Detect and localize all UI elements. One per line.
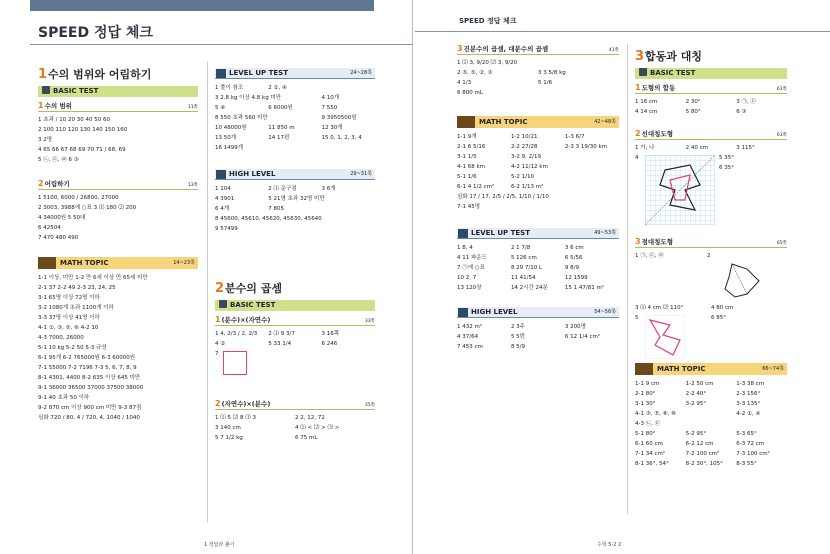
answer-item: 3-1 1/5 — [457, 154, 477, 160]
math-topic-logo — [457, 116, 475, 128]
answer-item: 13 120장 — [457, 285, 482, 291]
answer-item: 2-2 40° — [685, 391, 707, 397]
answer-item: 6-1 60 cm — [635, 441, 663, 447]
answer-item: 3 115° — [736, 145, 755, 151]
answer-item: 1 4, 2/3 / 2, 2/3 — [215, 331, 258, 337]
math-topic-answers — [38, 273, 198, 423]
answer-item: 2-2 27/28 — [510, 144, 538, 150]
answer-item: 1-2 50 cm — [685, 381, 714, 387]
right-page — [415, 0, 830, 554]
answer-item: 3 3 5/8 kg — [538, 70, 566, 76]
answer-item: 6 35° — [719, 165, 734, 171]
subsection-1: 1수의 범위 11쪽 — [38, 101, 198, 110]
answer-item: 12 30개 — [321, 125, 343, 131]
answer-item: 3 6개 — [321, 186, 336, 192]
answer-line: 3-1 65명 이상 72명 이하 — [38, 295, 100, 301]
answer-item: 7 550 — [321, 105, 338, 111]
s1-answers — [38, 115, 198, 165]
answer-line: 4 34000원 5 50대 — [38, 215, 86, 221]
answer-item: 5 126 cm — [510, 255, 537, 261]
hl2-answers — [457, 322, 619, 352]
answer-line: 4-3 7000, 26000 — [38, 335, 84, 341]
b2s1-answers — [215, 329, 375, 383]
high-level-icon — [458, 308, 468, 317]
answer-item: 3 16쪽 — [321, 331, 340, 337]
subsection-3-3: 3점대칭도형 65쪽 — [635, 237, 787, 246]
answer-item: 4 ⑴ < ⑵ > ⑶ > — [295, 425, 340, 431]
subsection-2-2: 2(자연수)×(분수) 35쪽 — [215, 399, 375, 408]
level-up-answers — [215, 83, 375, 153]
answer-item: 7-1 34 cm² — [635, 451, 666, 457]
answer-item: 9 3950500원 — [321, 115, 357, 121]
answer-item: 3 6 cm — [564, 245, 584, 251]
mt2-answers — [457, 132, 619, 212]
answer-item: 7-1 45명 — [457, 204, 481, 210]
answer-item: 3 ⑴ 4 cm ⑵ 110° — [635, 305, 684, 311]
answer-line: 심화 720 / 80, 4 / 720, 4, 1040 / 1040 — [38, 415, 140, 421]
answer-item: 4-1 68 km — [457, 164, 486, 170]
answer-item: 7 ㉠에 ○표 — [457, 265, 485, 271]
high-level-bar-2: HIGH LEVEL 54~56쪽 — [457, 307, 619, 318]
answer-line: 1-1 이상, 미만 1-2 만 6세 이상 만 65세 미만 — [38, 275, 148, 281]
chapter-2-heading: 2분수의 곱셈 — [215, 281, 283, 296]
answer-item: 6 12 1/4 cm² — [564, 334, 601, 340]
basic-test-bar-3: BASIC TEST — [635, 68, 787, 79]
answer-item: 2 3주 — [510, 324, 525, 330]
s2-answers — [38, 193, 198, 243]
answer-item: 2 ②, ④ — [268, 85, 287, 91]
answer-line: 4 65 66 67 68 69 70 71 / 68, 69 — [38, 147, 126, 153]
answer-line: 5 ㉡, ㉢, ㉥ 6 ③ — [38, 157, 79, 163]
math-topic-bar: MATH TOPIC 14~23쪽 — [38, 257, 198, 269]
title-rule — [415, 31, 830, 32]
answer-item: 8 5/9 — [510, 344, 526, 350]
answer-item: 14 17편 — [268, 135, 290, 141]
answer-item: 11 850 m — [268, 125, 295, 131]
answer-item: 8-3 55° — [736, 461, 757, 467]
answer-item: 7-2 100 cm² — [685, 451, 720, 457]
answer-item: 1 가, 나 — [635, 145, 655, 151]
basic-test-icon — [639, 68, 647, 76]
answer-item: 10 2, 7 — [457, 275, 477, 281]
answer-line: 5-1 10 kg 5-2 50 5-3 규성 — [38, 345, 107, 351]
answer-item: 3 200명 — [564, 324, 586, 330]
level-up-icon — [458, 229, 468, 238]
answer-item: 6 5/56 — [564, 255, 583, 261]
b3s2-answers — [635, 143, 787, 233]
basic-test-bar: BASIC TEST — [38, 86, 198, 97]
answer-line: 2-1 37 2-2 49 2-3 23, 24, 25 — [38, 285, 116, 291]
answer-item: 4 1/3 — [457, 80, 472, 86]
answer-item: 8-1 36°, 54° — [635, 461, 669, 467]
b3s3-answers — [635, 251, 787, 361]
basic-test-bar-2: BASIC TEST — [215, 300, 375, 311]
answer-item: 4 ② — [215, 341, 226, 347]
answer-item: 5 35° — [719, 155, 734, 161]
point-symmetry-figure — [717, 259, 767, 301]
answer-line: 2 100 110 120 130 140 150 160 — [38, 127, 128, 133]
chapter-3-heading: 3합동과 대칭 — [635, 49, 703, 64]
answer-item: 4-2 11/12 km — [510, 164, 548, 170]
answer-line: 3 2명 — [38, 137, 53, 143]
mt3-answers — [635, 379, 787, 469]
answer-line: 3-3 37명 이상 41명 이하 — [38, 315, 100, 321]
answer-item: 2 ⑴ 운구점 — [268, 186, 297, 192]
basic-test-icon — [42, 86, 50, 94]
answer-item: 15 0, 1, 2, 3, 4 — [321, 135, 362, 141]
answer-item: 5 80° — [685, 109, 701, 115]
answer-item: 4-2 ①, ④ — [736, 411, 761, 417]
page-title: SPEED 정답 체크 — [38, 25, 153, 41]
answer-item: 5-2 1/10 — [510, 174, 535, 180]
answer-item: 2-1 6 5/16 — [457, 144, 486, 150]
answer-item: 6-2 1/13 m² — [510, 184, 544, 190]
answer-item: 1 ㉠, ㉢, ㉣ — [635, 253, 664, 259]
point-symmetry-grid-figure — [645, 315, 685, 359]
chapter-1-heading: 1수의 범위와 어림하기 — [38, 67, 152, 82]
answer-item: 4 80 cm — [711, 305, 734, 311]
math-topic-logo — [635, 363, 653, 375]
answer-item: 1 16 cm — [635, 99, 658, 105]
level-up-bar-2: LEVEL UP TEST 49~53쪽 — [457, 228, 619, 239]
answer-item: 1-1 9 cm — [635, 381, 660, 387]
answer-line: 7-1 55000 7-2 7196 7-3 5, 6, 7, 8, 9 — [38, 365, 137, 371]
subsection-2: 2어림하기 13쪽 — [38, 179, 198, 188]
answer-item: 6 6000원 — [268, 105, 293, 111]
subsection-3-2: 2선대칭도형 63쪽 — [635, 129, 787, 138]
page-title: SPEED 정답 체크 — [459, 17, 517, 25]
answer-item: 3 ㉠, ㉢ — [736, 99, 756, 105]
answer-item: 1-3 6/7 — [564, 134, 585, 140]
answer-item: 2-3 156° — [736, 391, 761, 397]
level-up-icon — [216, 69, 226, 78]
level-up-bar: LEVEL UP TEST 24~28쪽 — [215, 68, 375, 79]
s3-answers — [457, 58, 619, 98]
answer-line: 7 470 480 490 — [38, 235, 79, 241]
answer-item: 2 ⑤, ⑤, ②, ③ — [457, 70, 493, 76]
answer-item: 3-3 135° — [736, 401, 761, 407]
answer-item: 5 33 1/4 — [268, 341, 292, 347]
answer-item: 5-1 80° — [635, 431, 656, 437]
answer-item: 3 2.8 kg 이상 4.8 kg 미만 — [215, 95, 282, 101]
high-level-answers — [215, 184, 375, 234]
column-c — [457, 40, 619, 352]
basic-test-icon — [219, 300, 227, 308]
answer-item: 8 550 초과 560 미만 — [215, 115, 268, 121]
answer-item: 6 85° — [711, 315, 726, 321]
answer-item: 14 2시간 24분 — [510, 285, 548, 291]
answer-item: 1-1 9개 — [457, 134, 477, 140]
answer-line: 9-2 870 cm 이상 900 cm 미만 9-3 87점 — [38, 405, 142, 411]
answer-line: 8-1 4301, 4400 8-2 635 이상 645 미만 — [38, 375, 141, 381]
answer-line: 3-2 1080개 초과 1100개 이하 — [38, 305, 114, 311]
high-level-icon — [216, 170, 226, 179]
answer-line: 6 42504 — [38, 225, 61, 231]
b2s2-answers — [215, 413, 375, 443]
answer-item: 6 4개 — [215, 206, 230, 212]
answer-item: 10 48000원 — [215, 125, 247, 131]
answer-item: 13 50개 — [215, 135, 237, 141]
right-footer: 수학 5-2 2 — [597, 542, 622, 548]
answer-item: 3-2 9, 2/19 — [510, 154, 542, 160]
column-d — [635, 40, 787, 469]
answer-item: 6-1 4 1/2 cm² — [457, 184, 495, 190]
answer-item: 8-2 30°, 105° — [685, 461, 723, 467]
answer-item: 9 8/9 — [564, 265, 579, 271]
subsection-3-1: 1도형의 합동 61쪽 — [635, 83, 787, 92]
answer-item: 3-1 30° — [635, 401, 656, 407]
line-symmetry-grid-figure — [645, 155, 715, 225]
answer-item: 11 41/54 — [510, 275, 536, 281]
answer-item: 6 75 mL — [295, 435, 318, 441]
answer-item: 1 풀이 참조 — [215, 85, 244, 91]
pink-square-figure — [223, 351, 247, 375]
b3s1-answers — [635, 97, 787, 117]
left-page — [0, 0, 413, 554]
answer-item: 2 30° — [685, 99, 701, 105]
answer-item: 2 ⑴ 9 3/7 — [268, 331, 295, 337]
answer-item: 1 8, 4 — [457, 245, 473, 251]
answer-item: 4 14 cm — [635, 109, 658, 115]
answer-item: 7 453 cm — [457, 344, 483, 350]
answer-item: 4 — [635, 155, 639, 161]
answer-item: 6 800 mL — [457, 90, 483, 96]
column-b — [215, 66, 375, 443]
answer-item: 4 3901 — [215, 196, 235, 202]
answer-item: 2 2, 12, 72 — [295, 415, 325, 421]
answer-item: 1-2 10/21 — [510, 134, 538, 140]
answer-item: 8 29 7/10 L — [510, 265, 543, 271]
column-divider — [207, 62, 208, 522]
answer-line: 1 5100, 6000 / 26800, 27000 — [38, 195, 119, 201]
answer-line: 9-1 36000 36500 37000 37500 38000 — [38, 385, 144, 391]
answer-item: 6-3 72 cm — [736, 441, 765, 447]
answer-item: 1 ⑴ 3, 9/20 ⑵ 3, 9/20 — [457, 60, 518, 66]
answer-item: 6 ③ — [736, 109, 747, 115]
column-a — [38, 58, 198, 423]
answer-item: 12 1599 — [564, 275, 588, 281]
answer-line: 4-1 ①, ③, ⑤, ⑥ 4-2 10 — [38, 325, 99, 331]
answer-item: 5-2 95° — [685, 431, 707, 437]
answer-item: 4 37/64 — [457, 334, 479, 340]
answer-item: 5 1/6 — [538, 80, 553, 86]
subsection-2-3: 3진분수의 곱셈, 대분수의 곱셈 41쪽 — [457, 44, 619, 53]
math-topic-logo — [38, 257, 56, 269]
answer-item: 8 45600, 45610, 45620, 45630, 45640 — [215, 216, 322, 222]
answer-item: 7 805 — [268, 206, 285, 212]
answer-item: 9 57499 — [215, 226, 238, 232]
answer-item: 5-1 1/6 — [457, 174, 477, 180]
answer-item: 6-2 12 cm — [685, 441, 714, 447]
answer-item: 5 — [635, 315, 639, 321]
lu2-answers — [457, 243, 619, 293]
answer-item: 5 7 1/2 kg — [215, 435, 243, 441]
answer-item: 2-1 80° — [635, 391, 656, 397]
answer-item: 3 140 cm — [215, 425, 241, 431]
answer-item: 심화 17 / 17, 2/5 / 2/5, 1/10 / 1/10 — [457, 194, 549, 200]
high-level-bar: HIGH LEVEL 29~31쪽 — [215, 169, 375, 180]
answer-item: 3-2 95° — [685, 401, 707, 407]
answer-line: 2 3003, 3988에 ○표 3 ⑴ 180 ⑵ 200 — [38, 205, 137, 211]
answer-line: 1 초과 / 10 20 30 40 50 60 — [38, 117, 110, 123]
math-topic-bar-2: MATH TOPIC 42~48쪽 — [457, 116, 619, 128]
answer-line: 9-1 40 초과 50 이하 — [38, 395, 90, 401]
answer-item: 5 ④ — [215, 105, 226, 111]
answer-item: 7-3 100 cm² — [736, 451, 770, 457]
answer-item: 5-3 65° — [736, 431, 757, 437]
answer-item-7: 7 — [215, 349, 375, 383]
answer-item: 1 104 — [215, 186, 231, 192]
column-divider — [627, 44, 628, 514]
answer-item: 15 1 47/81 m² — [564, 285, 605, 291]
answer-item: 5 5번 — [510, 334, 525, 340]
answer-item: 2 1 7/8 — [510, 245, 531, 251]
answer-item: 16 1499개 — [215, 145, 244, 151]
title-rule — [30, 44, 413, 45]
left-footer: 1 정답과 풀이 — [204, 542, 235, 548]
answer-item: 2-3 3 19/30 km — [564, 144, 607, 150]
answer-item: 1 432 m² — [457, 324, 483, 330]
top-color-bar — [30, 0, 374, 11]
answer-item: 1-3 38 cm — [736, 381, 765, 387]
answer-line: 6-1 95개 6-2 765000원 6-3 60000원 — [38, 355, 136, 361]
answer-item: 6 246 — [321, 341, 338, 347]
answer-item: 2 40 cm — [685, 145, 708, 151]
answer-item: 4-1 ③, ⑤, ⑧, ⑩ — [635, 411, 676, 417]
answer-item: 2 — [707, 253, 711, 259]
math-topic-bar-3: MATH TOPIC 66~74쪽 — [635, 363, 787, 375]
answer-item: 4-3 ㉡, ㉢ — [635, 421, 661, 427]
answer-item: 4 10개 — [321, 95, 340, 101]
answer-item: 5 21명 초과 32명 미만 — [268, 196, 325, 202]
answer-item: 1 ⑴ 5 ⑵ 8 ⑶ 3 — [215, 415, 256, 421]
answer-item: 4 11 파운드 — [457, 255, 487, 261]
subsection-2-1: 1(분수)×(자연수) 33쪽 — [215, 315, 375, 324]
